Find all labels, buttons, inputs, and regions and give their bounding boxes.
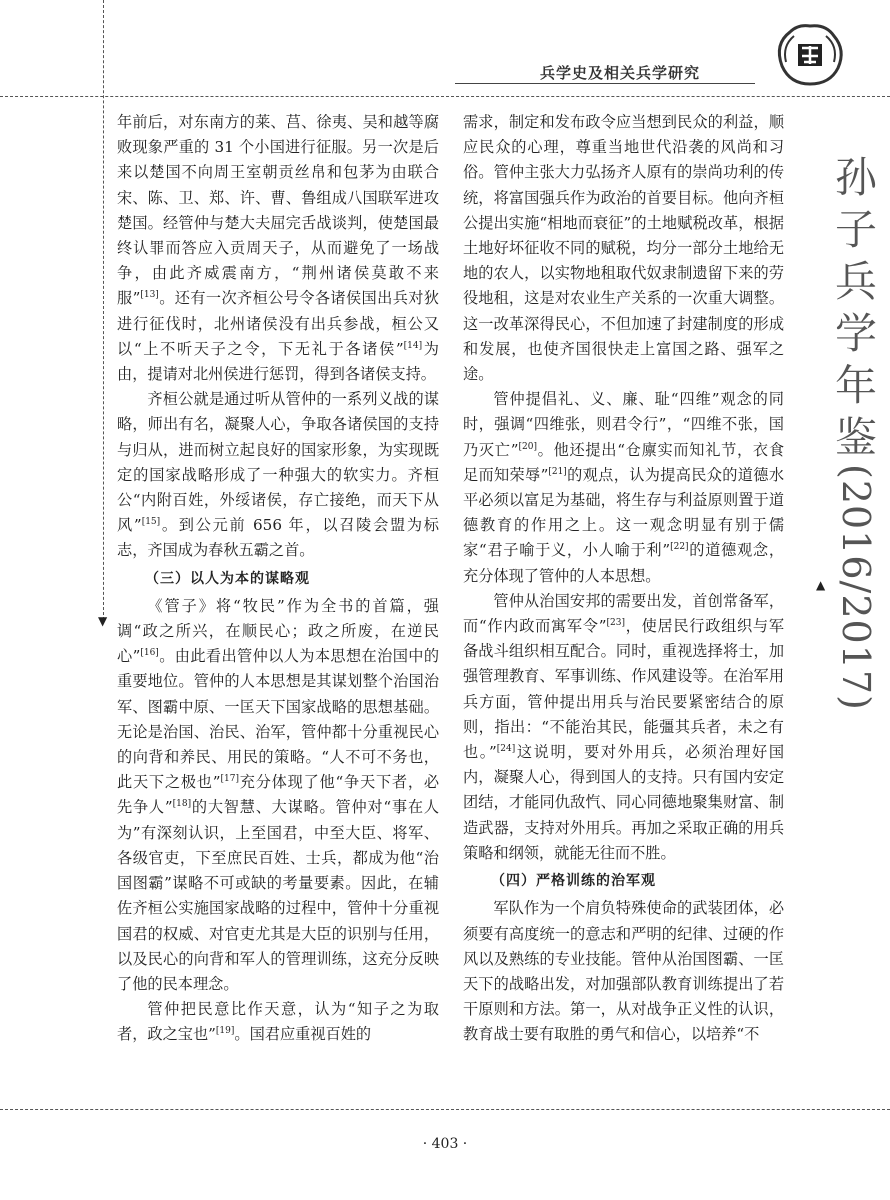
bottom-dashed-rule <box>0 1109 890 1110</box>
paragraph: 齐桓公就是通过听从管仲的一系列义战的谋略，师出有名，凝聚人心，争取各诸侯国的支持与归从，进而树立起良好的国家形象，为实现既定的国家战略形成了一种强大的软实力。齐桓公“内附百姓，外绥诸侯，存亡接绝，而天下从风”[15]。到公元前 656 年，以召陵会盟为标志，齐国成为春秋五霸之首。 <box>117 390 439 560</box>
left-column <box>117 110 439 1048</box>
citation-ref: [13] <box>140 290 159 301</box>
citation-ref: [20] <box>518 441 537 452</box>
right-column <box>463 110 784 1048</box>
triangle-down-icon: ▼ <box>98 614 108 628</box>
citation-ref: [21] <box>548 466 567 477</box>
triangle-up-icon: ▲ <box>816 578 826 592</box>
paragraph: 需求，制定和发布政令应当想到民众的利益，顺应民众的心理，尊重当地世代沿袭的风尚和习俗。管仲主张大力弘扬齐人原有的崇尚功利的传统，将富国强兵作为政治的首要目标。他向齐桓公提出实施“相地而衰征”的土地赋税改革，根据土地好坏征收不同的赋税，均分一部分土地给无地的农人，以实物地租取代奴隶制遗留下来的劳役地租，这是对农业生产关系的一次重大调整。这一改革深得民心，不但加速了封建制度的形成和发展，也使齐国很快走上富国之路、强军之途。 <box>463 113 784 384</box>
section-heading: （三）以人为本的谋略观 <box>145 570 310 587</box>
book-title-vertical <box>828 152 884 711</box>
citation-ref: [14] <box>403 340 423 351</box>
citation-ref: [24] <box>496 744 516 755</box>
paragraph: 管仲提倡礼、义、廉、耻“四维”观念的同时，强调“四维张，则君令行”，“四维不张，国乃灭亡”[20]。他还提出“仓廪实而知礼节，衣食足而知荣辱”[21]的观点，认为提高民众的道德水平必须以富足为基础，将生存与利益原则置于道德教育的作用之上。这一观念明显有别于儒家“君子喻于义，小人喻于利”[22]的道德观念，充分体现了管仲的人本思想。 <box>463 390 785 585</box>
citation-ref: [17] <box>220 774 239 785</box>
book-title-main: 孙子兵学年鉴 <box>834 153 877 462</box>
header-rule <box>455 83 755 84</box>
citation-ref: [18] <box>172 799 192 810</box>
running-title: 兵学史及相关兵学研究 <box>540 64 701 82</box>
citation-ref: [23] <box>606 618 625 628</box>
page-number: · 403 · <box>422 1136 468 1152</box>
citation-ref: [15] <box>141 517 161 528</box>
top-dashed-rule <box>0 96 890 97</box>
paragraph: 军队作为一个肩负特殊使命的武装团体，必须要有高度统一的意志和严明的纪律、过硬的作风以及熟练的专业技能。管仲从治国图霸、一匡天下的战略出发，对加强部队教育训练提出了若干原则和方法。第一，从对战争正义性的认识，教育战士要有取胜的勇气和信心，以培养“不 <box>463 899 784 1044</box>
citation-ref: [19] <box>215 1026 235 1037</box>
book-publisher-logo-icon <box>768 14 852 98</box>
citation-ref: [16] <box>140 648 159 659</box>
paragraph: 年前后，对东南方的莱、莒、徐夷、吴和越等腐败现象严重的 31 个小国进行征服。另一次是后来以楚国不向周王室朝贡丝帛和包茅为由联合宋、陈、卫、郑、许、曹、鲁组成八国联军进攻楚国。经管仲与楚大夫屈完舌战谈判，使楚国最终认罪而答应入贡周天子，从而避免了一场战争，由此齐威震南方，“荆州诸侯莫敢不来服”[13]。还有一次齐桓公号令各诸侯国出兵对狄进行征伐时，北州诸侯没有出兵参战，桓公又以“上不听天子之令，下无礼于各诸侯”[14]为由，提请对北州侯进行惩罚，得到各诸侯支持。 <box>117 113 440 384</box>
section-heading: （四）严格训练的治军观 <box>491 873 656 890</box>
paragraph: 管仲从治国安邦的需要出发，首创常备军，而“作内政而寓军令”[23]，使居民行政组织与军备战斗组织相互配合。同时，重视选择将士，加强管理教育、军事训练、作风建设等。在治军用兵方面，管仲提出用兵与治民要紧密结合的原则，指出：“不能治其民，能彊其兵者，未之有也。”[24]这说明，要对外用兵，必须治理好国内，凝聚人心，得到国人的支持。只有国内安定团结，才能同仇敌忾、同心同德地聚集财富、制造武器，支持对外用兵。再加之采取正确的用兵策略和纲领，就能无往而不胜。 <box>463 591 785 862</box>
book-title-year: (2016/2017) <box>834 464 878 711</box>
paragraph: 管仲把民意比作天意，认为“知子之为取者，政之宝也”[19]。国君应重视百姓的 <box>117 1000 439 1044</box>
paragraph: 《管子》将“牧民”作为全书的首篇，强调“政之所兴，在顺民心；政之所废，在逆民心”[16]。由此看出管仲以人为本思想在治国中的重要地位。管仲的人本思想是其谋划整个治国治军、图霸中原、一匡天下国家战略的思想基础。无论是治国、治民、治军，管仲都十分重视民心的向背和养民、用民的策略。“人不可不务也，此天下之极也”[17]充分体现了他“争天下者，必先争人”[18]的大智慧、大谋略。管仲对“事在人为”有深刻认识，上至国君，中至大臣、将军、各级官吏，下至庶民百姓、士兵，都成为他“治国图霸”谋略不可或缺的考量要素。因此，在辅佐齐桓公实施国家战略的过程中，管仲十分重视国君的权威、对官吏尤其是大臣的识别与任用，以及民心的向背和军人的管理训练，这充分反映了他的民本理念。 <box>117 596 440 993</box>
citation-ref: [22] <box>670 542 689 553</box>
left-dashed-rule <box>103 0 104 620</box>
